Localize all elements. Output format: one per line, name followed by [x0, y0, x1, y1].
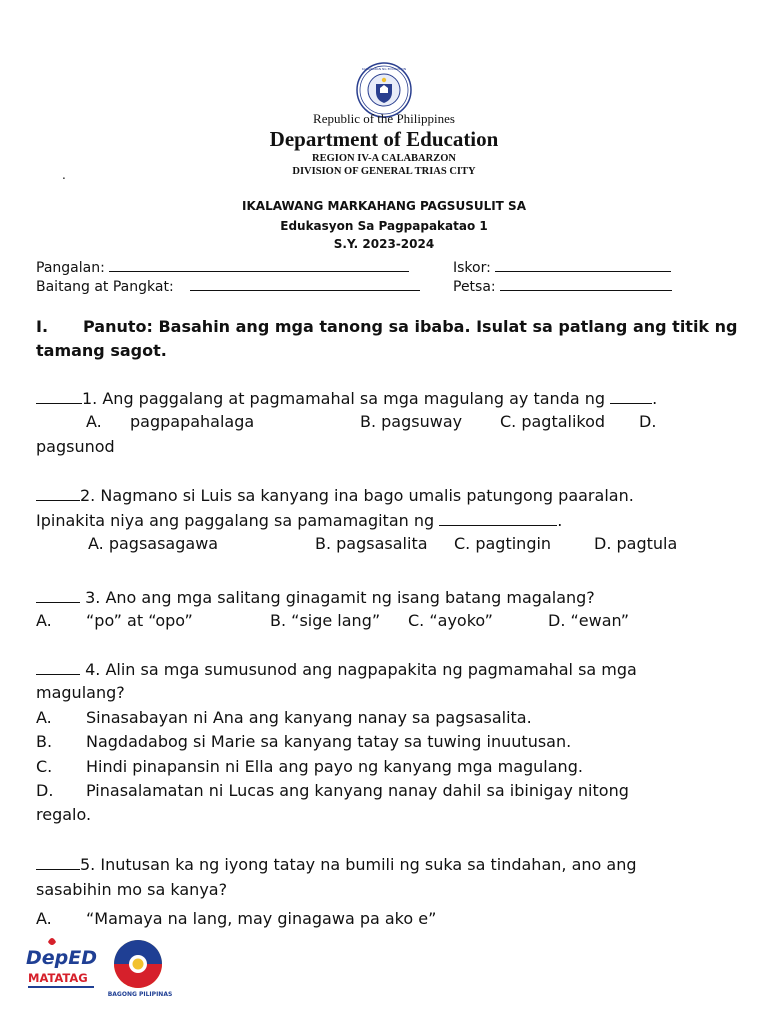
school-year: S.Y. 2023-2024	[333, 237, 435, 251]
fill-blank-2[interactable]	[439, 509, 557, 526]
answer-blank-2[interactable]	[36, 484, 80, 501]
question-2-text2: Ipinakita niya ang paggalang sa pamamagitan ng	[36, 511, 435, 530]
q4-option-d-letter: D.	[36, 781, 54, 800]
instructions-line2: tamang sagot.	[36, 341, 167, 360]
question-4-line2: magulang?	[36, 683, 125, 702]
q1-option-b: B. pagsuway	[360, 412, 463, 431]
date-field	[453, 276, 672, 295]
fill-blank-1[interactable]	[610, 387, 652, 404]
republic-text: Republic of the Philippines	[313, 111, 455, 126]
answer-blank-4[interactable]	[36, 658, 80, 675]
q3-option-a-text: “po” at “opo”	[86, 611, 193, 630]
name-field	[36, 257, 409, 276]
deped-logo-text: DepED	[26, 947, 98, 969]
matatag-text: MATATAG	[28, 971, 88, 985]
q1-option-a-letter: A.	[86, 412, 102, 431]
answer-blank-5[interactable]	[36, 853, 80, 870]
question-2-line1	[36, 484, 634, 507]
deped-seal-icon	[356, 62, 412, 118]
question-5-line2: sasabihin mo sa kanya?	[36, 880, 228, 899]
q2-option-d: D. pagtula	[594, 534, 678, 553]
q4-option-c-letter: C.	[36, 757, 53, 776]
name-label: Pangalan:	[36, 260, 105, 276]
q4-option-a-text: Sinasabayan ni Ana ang kanyang nanay sa pagsasalita.	[86, 708, 532, 727]
question-1	[36, 387, 657, 410]
question-5-line1	[36, 853, 636, 876]
q1-option-c: C. pagtalikod	[500, 412, 606, 431]
q4-option-a-letter: A.	[36, 708, 52, 727]
q4-option-c-text: Hindi pinapansin ni Ella ang payo ng kanyang mga magulang.	[86, 757, 583, 776]
question-1-text: 1. Ang paggalang at pagmamahal sa mga magulang ay tanda ng	[82, 389, 606, 408]
question-1-end: .	[652, 389, 658, 408]
exam-subject: Edukasyon Sa Pagpapakatao 1	[280, 219, 488, 233]
score-label: Iskor:	[453, 260, 491, 276]
question-2-text: 2. Nagmano si Luis sa kanyang ina bago umalis patungong paaralan.	[80, 486, 634, 505]
score-field	[453, 257, 671, 276]
question-2-line2	[36, 509, 562, 532]
q4-option-b-letter: B.	[36, 732, 53, 751]
stray-dot: .	[62, 168, 66, 182]
q4-option-d-text: Pinasalamatan ni Lucas ang kanyang nanay dahil sa ibinigay nitong	[86, 781, 629, 800]
q3-option-a-letter: A.	[36, 611, 52, 630]
instructions-line1: Panuto: Basahin ang mga tanong sa ibaba. Isulat sa patlang ang titik ng	[83, 317, 738, 336]
question-2-end: .	[557, 511, 563, 530]
q5-option-a-letter: A.	[36, 909, 52, 928]
grade-section-blank[interactable]	[190, 276, 420, 291]
question-3	[36, 586, 595, 609]
q3-option-b: B. “sige lang”	[270, 611, 381, 630]
grade-section-field	[36, 276, 420, 295]
date-blank[interactable]	[500, 276, 672, 291]
q2-option-a: A. pagsasagawa	[88, 534, 219, 553]
q1-option-d: D.	[639, 412, 657, 431]
q1-option-d-text: pagsunod	[36, 437, 115, 456]
exam-title: IKALAWANG MARKAHANG PAGSUSULIT SA	[242, 199, 526, 213]
date-label: Petsa:	[453, 279, 496, 295]
q3-option-d: D. “ewan”	[548, 611, 630, 630]
q4-option-d-text2: regalo.	[36, 805, 92, 824]
q3-option-c: C. “ayoko”	[408, 611, 493, 630]
answer-blank-1[interactable]	[36, 387, 82, 404]
grade-section-label: Baitang at Pangkat:	[36, 279, 174, 295]
division-text: DIVISION OF GENERAL TRIAS CITY	[292, 166, 476, 177]
q2-option-c: C. pagtingin	[454, 534, 552, 553]
footer-logos	[20, 930, 176, 1000]
bagong-pilipinas-text: BAGONG PILIPINAS	[107, 991, 173, 998]
department-title: Department of Education	[269, 127, 499, 151]
question-5-text: 5. Inutusan ka ng iyong tatay na bumili ng suka sa tindahan, ano ang	[80, 855, 637, 874]
q2-option-b: B. pagsasalita	[315, 534, 428, 553]
question-4-line1	[36, 658, 637, 681]
question-4-text: 4. Alin sa mga sumusunod ang nagpapakita ng pagmamahal sa mga	[85, 660, 637, 679]
seal-text: KAGAWARAN NG EDUKASYON	[361, 67, 407, 71]
score-blank[interactable]	[495, 257, 671, 272]
q4-option-b-text: Nagdadabog si Marie sa kanyang tatay sa tuwing inuutusan.	[86, 732, 572, 751]
q5-option-a-text: “Mamaya na lang, may ginagawa pa ako e”	[86, 909, 437, 928]
instructions-number: I.	[36, 317, 49, 336]
q1-option-a-text: pagpapahalaga	[130, 412, 255, 431]
name-blank[interactable]	[109, 257, 409, 272]
question-3-text: 3. Ano ang mga salitang ginagamit ng isang batang magalang?	[85, 588, 595, 607]
answer-blank-3[interactable]	[36, 586, 80, 603]
region-text: REGION IV-A CALABARZON	[312, 153, 456, 164]
